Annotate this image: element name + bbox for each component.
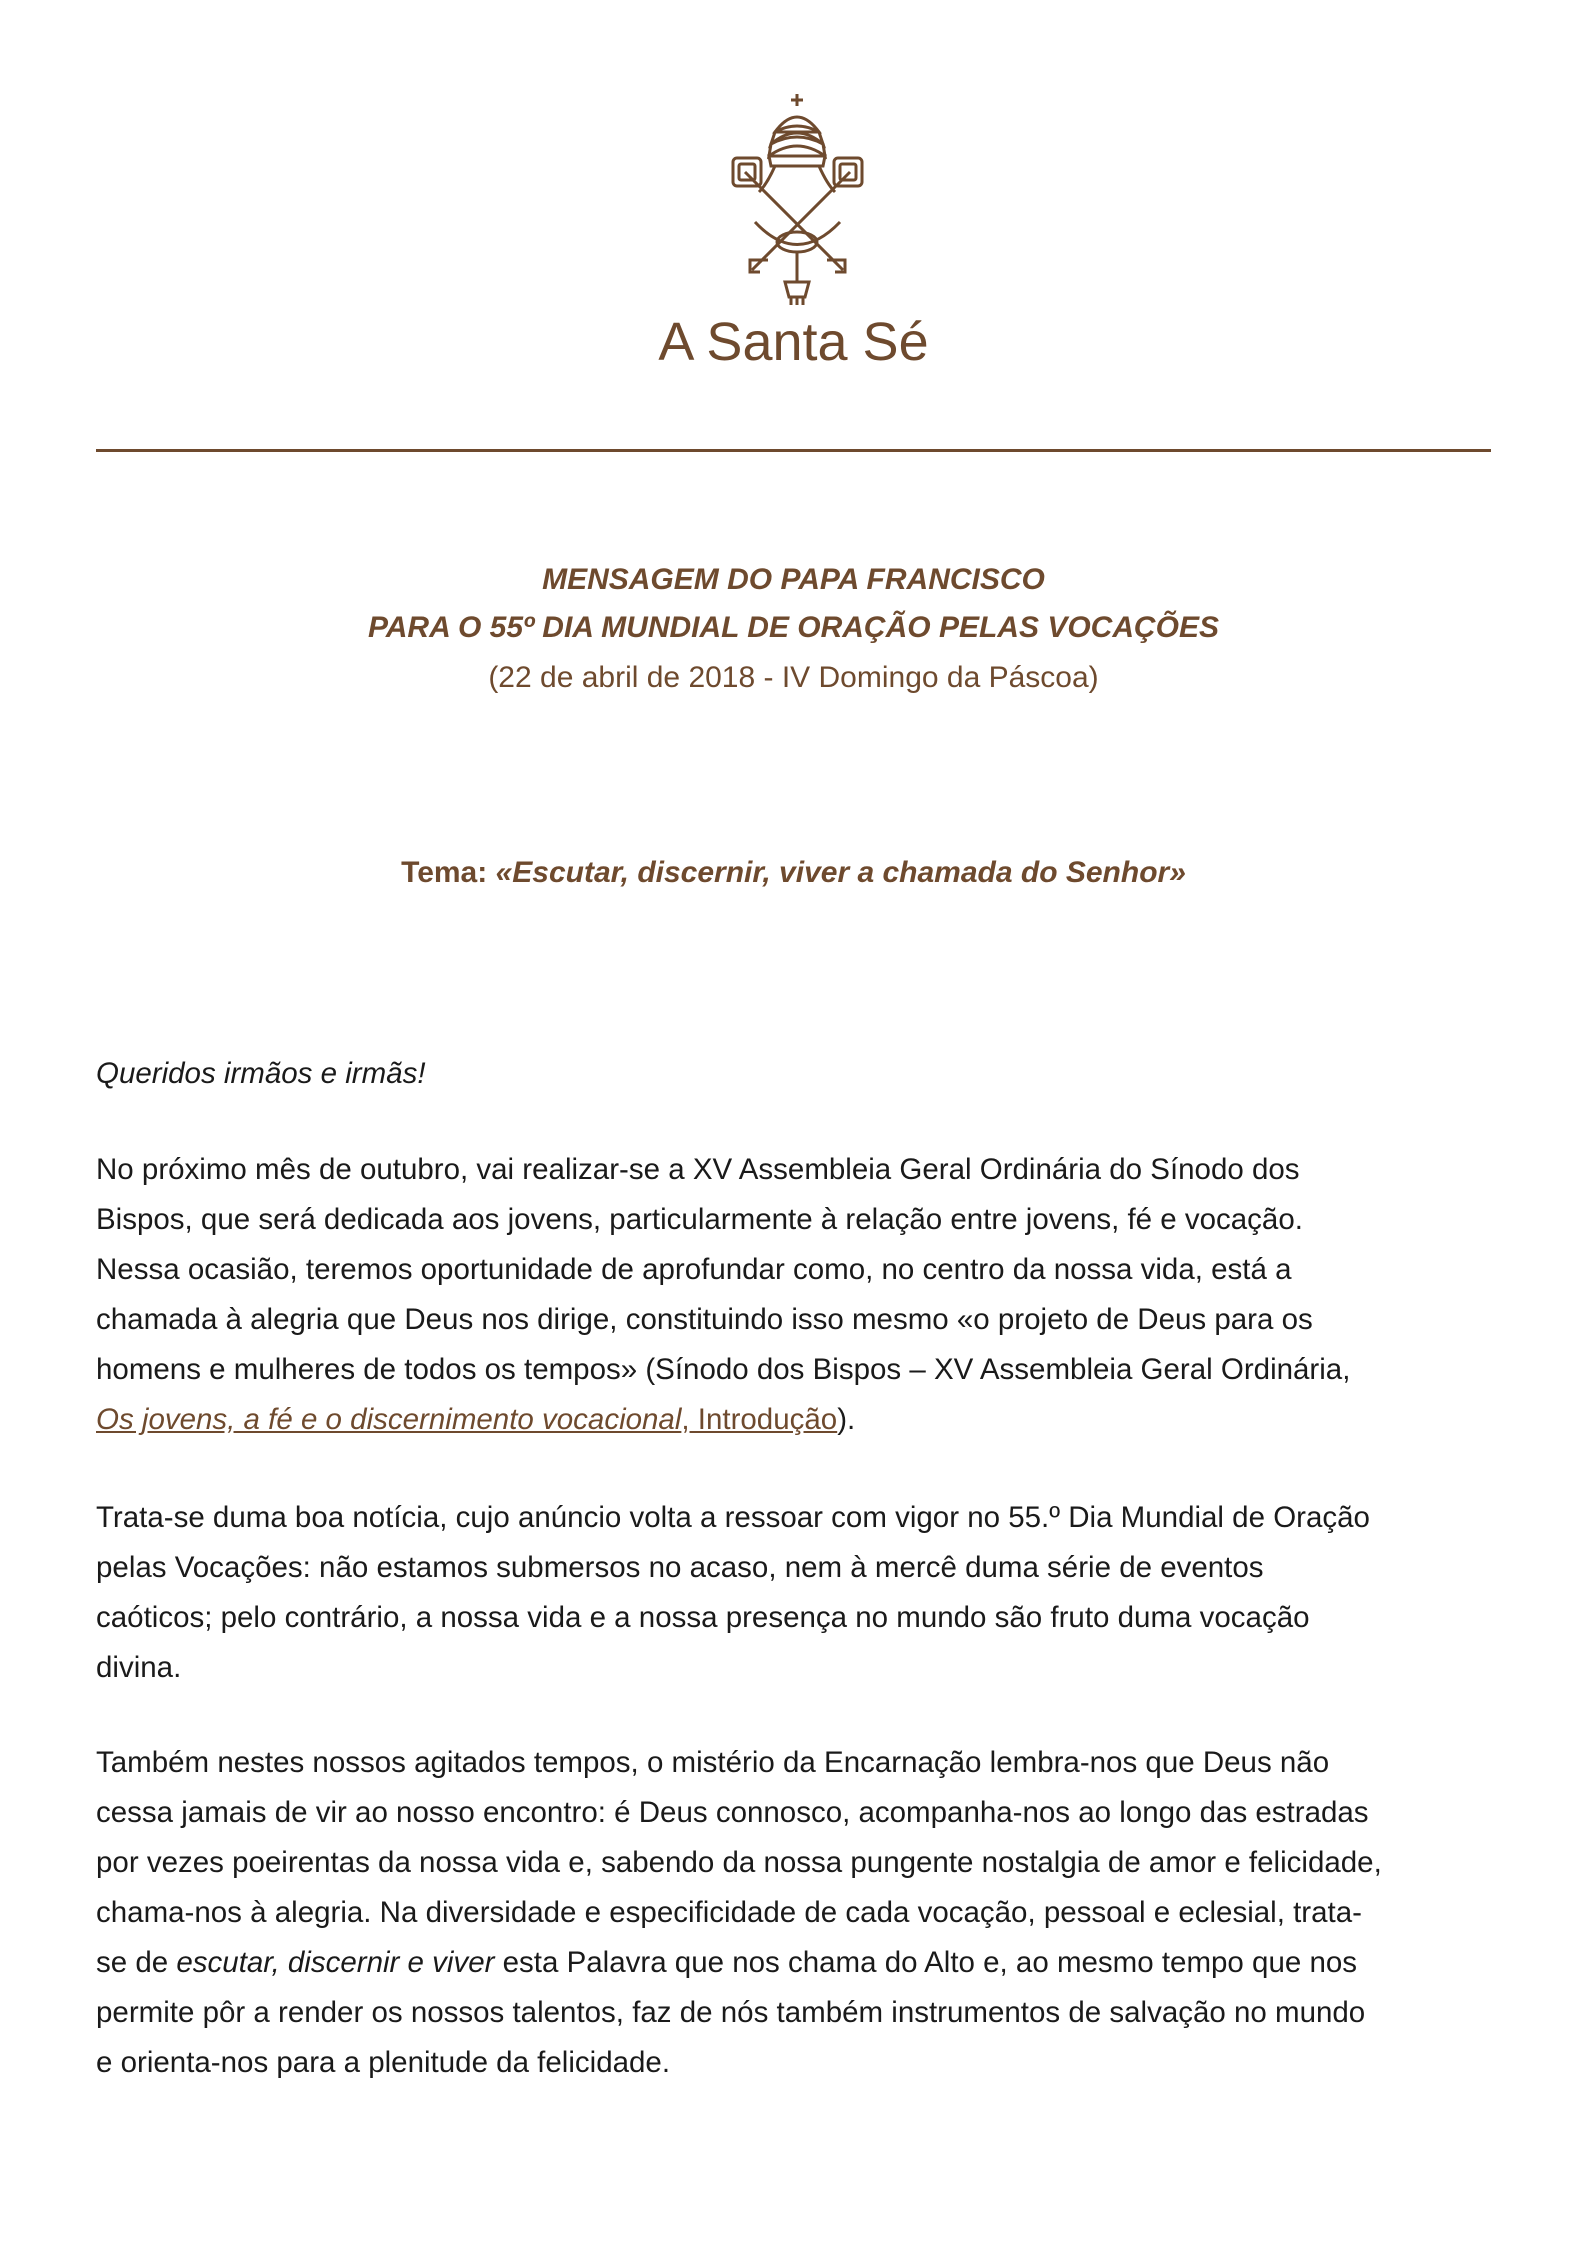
paragraph-line-with-link (96, 1395, 1496, 1445)
paragraph-line: chamada à alegria que Deus nos dirige, constituindo isso mesmo «o projeto de Deus para os (96, 1303, 1313, 1336)
message-date-line: (22 de abril de 2018 - IV Domingo da Páscoa) (488, 661, 1099, 694)
theme-line (0, 853, 1587, 893)
paragraph-1 (96, 1145, 1496, 1445)
paragraph-line: e orienta-nos para a plenitude da felicidade. (96, 2046, 671, 2079)
message-title-line-1: MENSAGEM DO PAPA FRANCISCO (542, 563, 1045, 596)
paragraph-line-with-emphasis (96, 1938, 1496, 1988)
header-divider (96, 449, 1491, 452)
paragraph-line: chama-nos à alegria. Na diversidade e especificidade de cada vocação, pessoal e eclesial, trata- (96, 1896, 1362, 1929)
emphasis-post: esta Palavra que nos chama do Alto e, ao mesmo tempo que nos (494, 1946, 1358, 1979)
site-title: A Santa Sé (658, 312, 929, 372)
paragraph-line: Também nestes nossos agitados tempos, o mistério da Encarnação lembra-nos que Deus não (96, 1746, 1330, 1779)
paragraph-tail: ). (837, 1403, 856, 1436)
paragraph-line: divina. (96, 1651, 182, 1684)
paragraph-line: caóticos; pelo contrário, a nossa vida e a nossa presença no mundo são fruto duma vocação (96, 1601, 1310, 1634)
document-link[interactable] (96, 1403, 837, 1436)
document-link-section: , Introdução (681, 1403, 838, 1436)
paragraph-line: homens e mulheres de todos os tempos» (Sínodo dos Bispos – XV Assembleia Geral Ordinária, (96, 1353, 1351, 1386)
papal-coat-of-arms-icon (715, 92, 880, 307)
paragraph-line: Nessa ocasião, teremos oportunidade de aprofundar como, no centro da nossa vida, está a (96, 1253, 1292, 1286)
theme-text: «Escutar, discernir, viver a chamada do Senhor» (495, 856, 1186, 889)
paragraph-line: pelas Vocações: não estamos submersos no acaso, nem à mercê duma série de eventos (96, 1551, 1264, 1584)
paragraph-line: por vezes poeirentas da nossa vida e, sabendo da nossa pungente nostalgia de amor e felicidade, (96, 1846, 1382, 1879)
paragraph-line: Bispos, que será dedicada aos jovens, particularmente à relação entre jovens, fé e vocação. (96, 1203, 1303, 1236)
paragraph-2 (96, 1493, 1496, 1693)
paragraph-line: Trata-se duma boa notícia, cujo anúncio volta a ressoar com vigor no 55.º Dia Mundial de Oração (96, 1501, 1370, 1534)
paragraph-3 (96, 1738, 1496, 2088)
document-link-title: Os jovens, a fé e o discernimento vocacional (96, 1403, 682, 1436)
emphasis-text: escutar, discernir e viver (176, 1946, 495, 1979)
paragraph-line: permite pôr a render os nossos talentos, faz de nós também instrumentos de salvação no mundo (96, 1996, 1366, 2029)
paragraph-line: cessa jamais de vir ao nosso encontro: é Deus connosco, acompanha-nos ao longo das estradas (96, 1796, 1369, 1829)
theme-prefix: Tema: (401, 856, 496, 889)
message-title-line-2: PARA O 55º DIA MUNDIAL DE ORAÇÃO PELAS VOCAÇÕES (367, 611, 1220, 644)
emphasis-pre: se de (96, 1946, 177, 1979)
paragraph-line: No próximo mês de outubro, vai realizar-se a XV Assembleia Geral Ordinária do Sínodo dos (96, 1153, 1300, 1186)
salutation: Queridos irmãos e irmãs! (96, 1057, 426, 1090)
